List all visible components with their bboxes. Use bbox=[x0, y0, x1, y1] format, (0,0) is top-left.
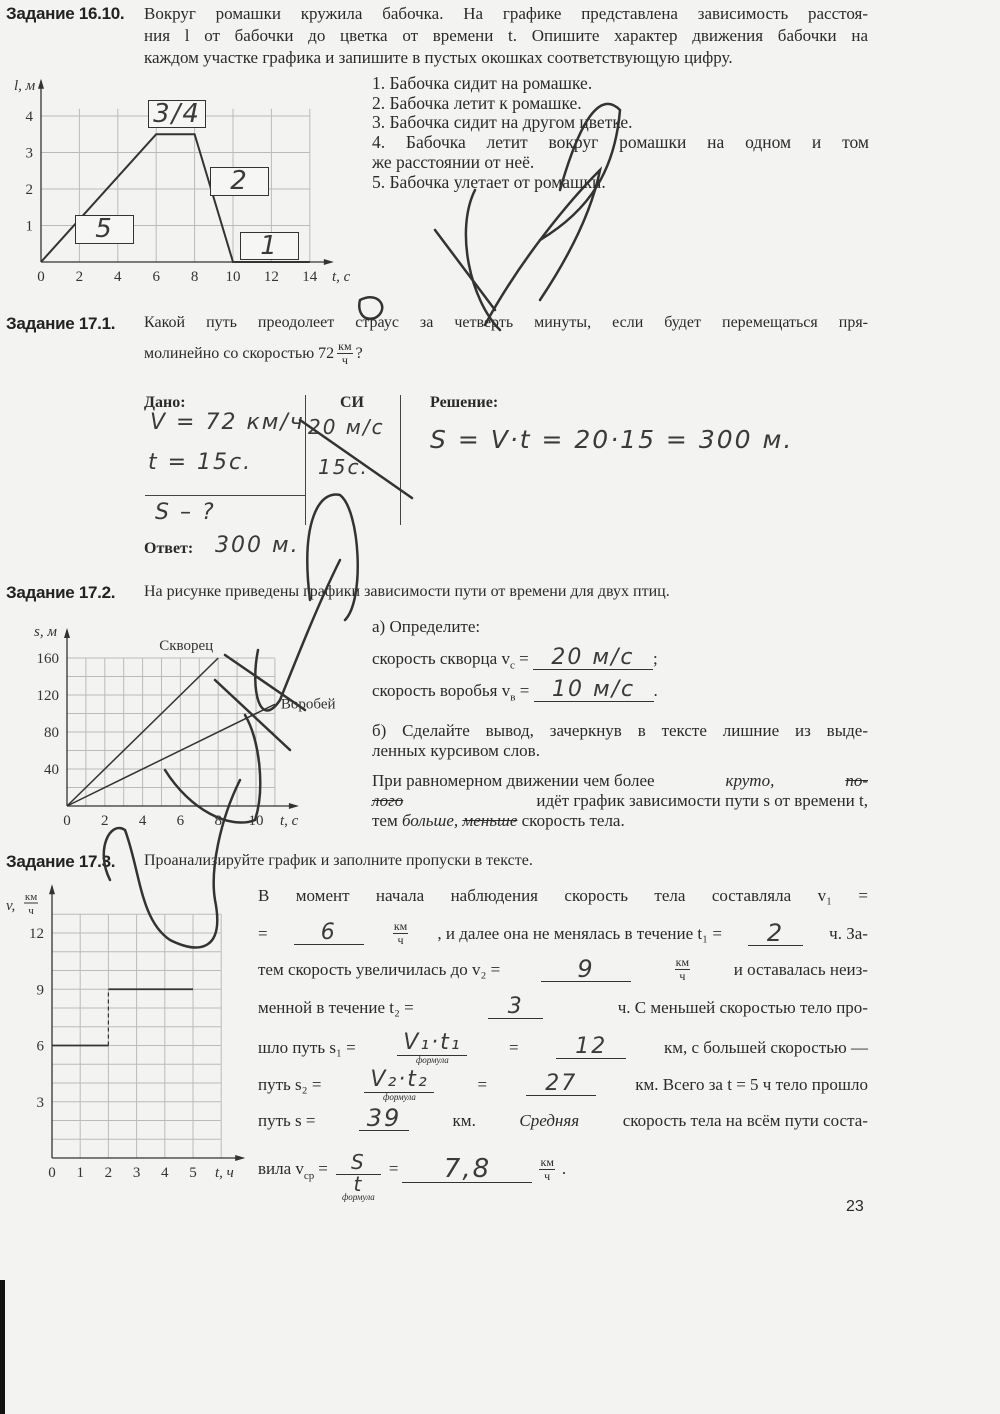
pen-stroke bbox=[466, 190, 500, 330]
x-tick-label: 2 bbox=[101, 813, 109, 829]
y-tick-label: 2 bbox=[25, 182, 33, 198]
option-item: 3. Бабочка сидит на другом цветке. bbox=[372, 112, 633, 133]
italic-option[interactable]: больше, bbox=[401, 811, 459, 830]
y-tick-label: 12 bbox=[29, 926, 44, 942]
divider bbox=[305, 395, 306, 525]
conclusion-line-1 bbox=[372, 771, 868, 791]
vavg-formula-numerator[interactable]: S bbox=[336, 1150, 381, 1175]
struck-option[interactable]: по- bbox=[845, 771, 868, 790]
x-tick-label: 10 bbox=[225, 269, 241, 285]
task-17-1-heading: Задание 17.1. bbox=[6, 314, 116, 333]
answer-box-top-segment[interactable]: 3/4 bbox=[148, 100, 206, 128]
divider bbox=[400, 395, 401, 525]
x-tick-label: 0 bbox=[63, 813, 71, 829]
y-axis-label: s, м bbox=[34, 624, 57, 640]
series-line-sparrow bbox=[67, 704, 275, 806]
y-axis-label: v, bbox=[6, 898, 16, 914]
option-item: 1. Бабочка сидит на ромашке. bbox=[372, 73, 593, 93]
task-text: молинейно со скоростью 72 bbox=[144, 344, 335, 362]
text: идёт график зависимости пути s от времени t, bbox=[536, 791, 868, 810]
task-text-line bbox=[144, 340, 363, 367]
starling-speed-line: скорость скворца $v_с = 20$ м/с ; bbox=[372, 645, 658, 672]
subscript: с bbox=[509, 659, 515, 672]
task-text: На рисунке приведены графики зависимости пути от времени для двух птиц. bbox=[144, 583, 670, 600]
x-tick-label: 5 bbox=[189, 1165, 197, 1180]
struck-option[interactable]: меньше bbox=[462, 811, 518, 830]
task-text-line: каждом участке графика и запишите в пустых окошках соответствующую цифру. bbox=[144, 48, 733, 67]
x-tick-label: 1 bbox=[76, 1165, 84, 1180]
x-tick-label: 2 bbox=[75, 269, 84, 285]
text: тем скорость увеличилась до v₂ = bbox=[258, 959, 501, 979]
y-tick-label: 80 bbox=[44, 725, 59, 741]
unit-denominator: ч bbox=[679, 969, 686, 983]
x-tick-label: 3 bbox=[132, 1165, 141, 1180]
y-axis-unit-denominator: ч bbox=[28, 905, 34, 917]
task-text-line: б) Сделайте вывод, зачеркнув в тексте лишние из выде- bbox=[372, 721, 868, 740]
text: менной в течение t₂ = bbox=[258, 998, 414, 1017]
text: . bbox=[561, 1159, 567, 1178]
vavg-formula-denominator[interactable]: t bbox=[353, 1172, 364, 1196]
fill-line bbox=[258, 996, 868, 1019]
text: скорость тела на всём пути соста- bbox=[622, 1111, 868, 1130]
x-tick-label: 14 bbox=[302, 269, 318, 285]
solution-label: Решение: bbox=[430, 394, 499, 411]
y-tick-label: 120 bbox=[36, 688, 59, 704]
answer-value[interactable]: 300 м. bbox=[215, 533, 300, 558]
v2-answer[interactable]: 9 bbox=[541, 957, 631, 982]
speed-time-graph bbox=[0, 880, 260, 1180]
page-number: 23 bbox=[846, 1198, 864, 1215]
text: = bbox=[509, 1037, 519, 1057]
series-label-starling: Скворец bbox=[159, 638, 214, 654]
text: и оставалась неиз- bbox=[733, 959, 868, 979]
unit-numerator: км bbox=[675, 955, 690, 969]
text: шло путь s₁ = bbox=[258, 1037, 356, 1057]
unknown-distance[interactable]: S – ? bbox=[155, 500, 216, 525]
pen-stroke bbox=[485, 170, 600, 325]
s2-answer[interactable]: 27 bbox=[526, 1073, 596, 1096]
y-tick-label: 1 bbox=[25, 218, 33, 235]
x-axis-arrow bbox=[324, 259, 334, 265]
unit-denominator: ч bbox=[397, 933, 404, 947]
y-tick-label: 3 bbox=[36, 1094, 44, 1111]
v1-answer[interactable]: 6 bbox=[294, 922, 364, 945]
formula-caption: формула bbox=[341, 1192, 375, 1202]
fill-line: В момент начала наблюдения скорость тела составляла v₁ = bbox=[258, 886, 868, 905]
si-label: СИ bbox=[340, 394, 364, 411]
y-tick-label: 6 bbox=[36, 1038, 44, 1055]
x-tick-label: 4 bbox=[161, 1165, 169, 1180]
task-17-2-heading: Задание 17.2. bbox=[6, 583, 116, 602]
text: ч. За- bbox=[829, 923, 868, 943]
text: тем bbox=[372, 811, 398, 830]
answer-box-bottom-segment[interactable]: 1 bbox=[240, 232, 299, 260]
task-text-line: Какой путь преодолеет страус за четверть минуты, если будет перемещаться пря- bbox=[144, 314, 868, 331]
x-tick-label: 12 bbox=[263, 269, 279, 285]
unit-denominator: ч bbox=[544, 1168, 551, 1183]
part-a-label: а) Определите: bbox=[372, 617, 481, 636]
text: = bbox=[388, 1159, 399, 1178]
text: = bbox=[258, 923, 268, 943]
x-tick-label: 8 bbox=[190, 269, 199, 285]
task-text-line: ленных курсивом слов. bbox=[372, 741, 540, 760]
y-axis-arrow bbox=[38, 79, 44, 89]
sparrow-speed-answer[interactable]: 10 м/с bbox=[534, 679, 654, 702]
fill-line bbox=[258, 1030, 868, 1065]
x-axis-label: t, с bbox=[280, 813, 299, 829]
pen-stroke bbox=[435, 230, 495, 310]
y-axis-arrow bbox=[49, 884, 55, 894]
fill-line bbox=[258, 1067, 868, 1102]
x-tick-label: 4 bbox=[138, 813, 147, 829]
x-tick-label: 8 bbox=[214, 813, 222, 829]
x-tick-label: 6 bbox=[152, 269, 160, 285]
fill-line bbox=[258, 1106, 868, 1131]
si-time[interactable]: 15с. bbox=[318, 455, 369, 479]
text: км. Всего за t = 5 ч тело прошло bbox=[635, 1074, 868, 1094]
text: скорость тела. bbox=[521, 811, 625, 830]
y-axis-arrow bbox=[64, 628, 70, 638]
question-mark: ? bbox=[355, 344, 363, 362]
y-tick-label: 9 bbox=[36, 982, 44, 999]
starling-speed-answer[interactable]: 20 м/с bbox=[533, 647, 653, 670]
answer-label: Ответ: bbox=[144, 540, 194, 557]
x-axis-arrow bbox=[289, 803, 299, 809]
y-tick-label: 160 bbox=[36, 651, 59, 667]
label: скорость воробья v bbox=[372, 681, 511, 700]
option-item: же расстоянии от неё. bbox=[372, 151, 535, 172]
unit-denominator: ч bbox=[341, 353, 348, 367]
x-axis-label: t, с bbox=[332, 269, 351, 285]
subscript: в bbox=[510, 691, 516, 704]
x-tick-label: 10 bbox=[248, 813, 264, 829]
s1-answer[interactable]: 12 bbox=[556, 1036, 626, 1059]
si-speed[interactable]: 20 м/с bbox=[308, 415, 385, 439]
pen-stroke bbox=[307, 494, 357, 620]
x-tick-label: 2 bbox=[104, 1165, 113, 1180]
y-axis-label: l, м bbox=[14, 78, 36, 94]
t1-answer[interactable]: 2 bbox=[748, 921, 803, 946]
task-17-3-heading: Задание 17.3. bbox=[6, 852, 116, 871]
path-time-graph-birds bbox=[0, 610, 370, 835]
answer-box-rising-segment[interactable]: 5 bbox=[75, 215, 134, 244]
x-tick-label: 4 bbox=[114, 269, 122, 285]
task-16-10-heading: Задание 16.10. bbox=[6, 4, 125, 23]
text: путь s = bbox=[258, 1111, 316, 1130]
s1-formula[interactable]: V₁·t₁ bbox=[397, 1030, 467, 1056]
x-tick-label: 6 bbox=[176, 813, 185, 829]
formula-caption: формула bbox=[383, 1092, 416, 1102]
subscript: ср bbox=[303, 1170, 315, 1182]
vavg-answer[interactable]: 7,8 bbox=[402, 1156, 532, 1183]
text: При равномерном движении чем более bbox=[372, 771, 655, 790]
x-axis-label: t, ч bbox=[215, 1165, 234, 1180]
unit-numerator: км bbox=[393, 919, 408, 933]
s-total-answer[interactable]: 39 bbox=[359, 1106, 409, 1131]
conclusion-line-3 bbox=[372, 811, 625, 831]
task-text: Проанализируйте график и заполните пропуски в тексте. bbox=[144, 852, 533, 869]
t2-answer[interactable]: 3 bbox=[488, 996, 543, 1019]
text: км, с большей скоростью — bbox=[663, 1037, 868, 1057]
unit-numerator: км bbox=[540, 1154, 554, 1169]
struck-option[interactable]: лого bbox=[372, 791, 404, 810]
solution-formula[interactable]: S = V·t = 20·15 = 300 м. bbox=[430, 425, 794, 454]
label: скорость скворца v bbox=[372, 649, 510, 668]
y-tick-label: 4 bbox=[25, 109, 33, 125]
y-tick-label: 40 bbox=[44, 762, 59, 778]
x-axis-arrow bbox=[235, 1155, 245, 1161]
y-axis-unit-numerator: км bbox=[24, 891, 38, 903]
options-list bbox=[372, 74, 869, 192]
answer-box-falling-segment[interactable]: 2 bbox=[210, 167, 269, 196]
conclusion-line-2 bbox=[372, 791, 868, 811]
x-tick-label: 0 bbox=[48, 1165, 56, 1180]
text: = bbox=[477, 1074, 488, 1094]
option-item: 4. Бабочка летит вокруг ромашки на одном и том bbox=[372, 132, 869, 153]
given-time[interactable]: t = 15с. bbox=[148, 450, 253, 475]
divider bbox=[145, 495, 305, 496]
given-speed[interactable]: V = 72 км/ч bbox=[150, 410, 305, 435]
series-label-sparrow: Воробей bbox=[280, 696, 336, 713]
text: , и далее она не менялась в течение t₁ = bbox=[437, 923, 722, 943]
scan-edge bbox=[0, 1280, 5, 1414]
option-item: 5. Бабочка улетает от ромашки. bbox=[372, 171, 606, 192]
option-item: 2. Бабочка летит к ромашке. bbox=[372, 92, 582, 113]
sparrow-speed-line: скорость воробья $v_в = 10$ м/с . bbox=[372, 677, 658, 704]
task-text-line: ния l от бабочки до цветка от времени t. Опишите характер движения бабочки на bbox=[144, 26, 868, 45]
fill-line bbox=[258, 1136, 566, 1202]
x-tick-label: 0 bbox=[37, 269, 45, 285]
task-text-line: Вокруг ромашки кружила бабочка. На графике представлена зависимость расстоя- bbox=[144, 4, 868, 23]
text: вила v bbox=[258, 1159, 304, 1178]
y-tick-label: 3 bbox=[25, 145, 33, 162]
italic-option[interactable]: круто, bbox=[725, 771, 775, 790]
text: путь s₂ = bbox=[258, 1074, 322, 1094]
fill-line bbox=[258, 920, 868, 947]
unit-numerator: км bbox=[338, 339, 352, 353]
s2-formula[interactable]: V₂·t₂ bbox=[364, 1067, 434, 1093]
formula-caption: формула bbox=[415, 1055, 449, 1065]
fill-line bbox=[258, 956, 868, 983]
italic-text: Средняя bbox=[519, 1111, 580, 1130]
text: = bbox=[318, 1159, 328, 1178]
text: км. bbox=[452, 1111, 476, 1130]
given-label: Дано: bbox=[144, 394, 186, 411]
text: ч. С меньшей скоростью тело про- bbox=[617, 998, 868, 1017]
